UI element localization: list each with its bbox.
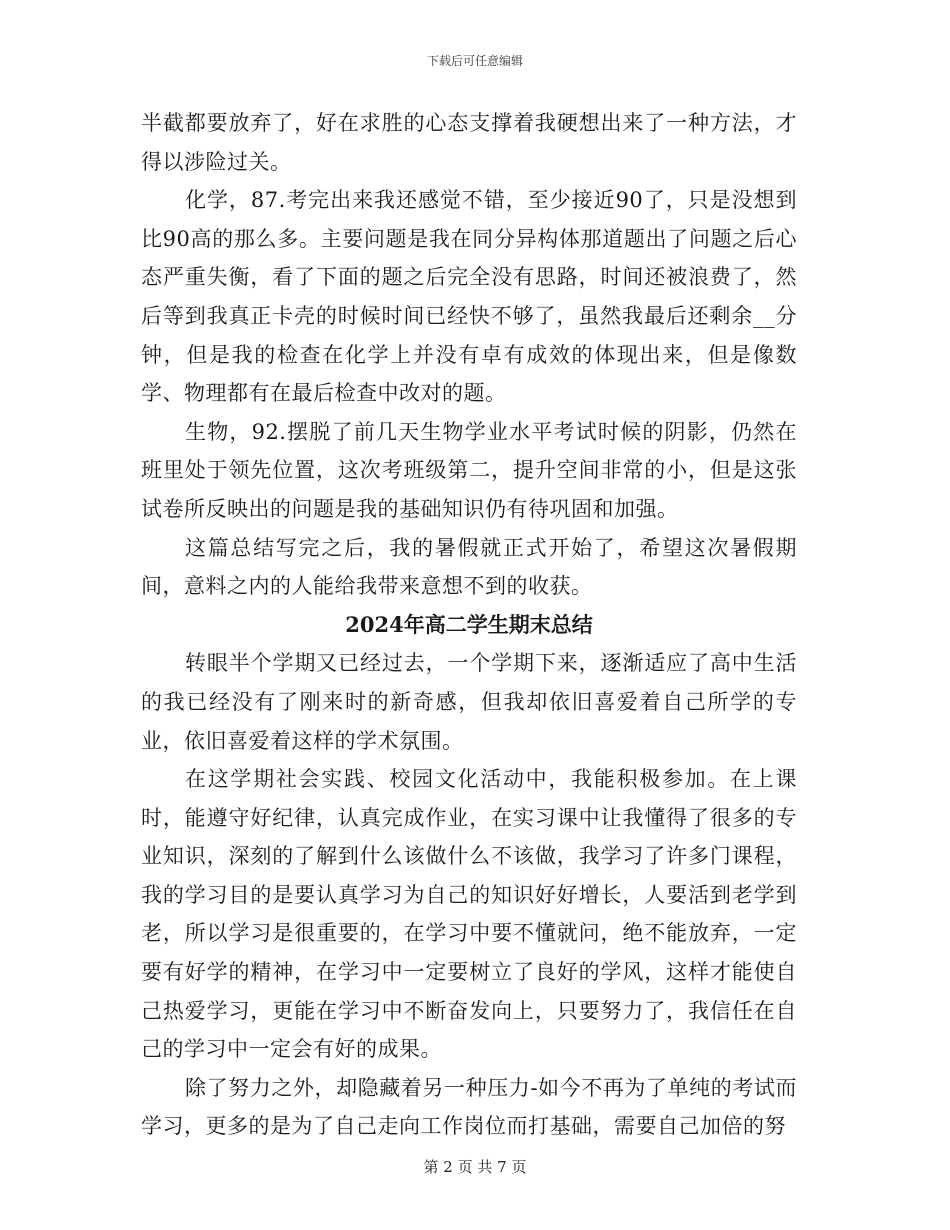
paragraph-chemistry: 化学，87.考完出来我还感觉不错，至少接近90了，只是没想到比90高的那么多。主要问题是我在同分异构体那道题出了问题之后心态严重失衡，看了下面的题之后完全没有思路，时间还被浪费了，然后等到我真正卡壳的时候时间已经快不够了，虽然我最后还剩余__分钟，但是我的检查在化学上并没有卓有成效的体现出来，但是像数学、物理都有在最后检查中改对的题。	[141, 188, 797, 406]
paragraph-activities: 在这学期社会实践、校园文化活动中，我能积极参加。在上课时，能遵守好纪律，认真完成作业，在实习课中让我懂得了很多的专业知识，深刻的了解到什么该做什么不该做，我学习了许多门课程，我的学习目的是要认真学习为自己的知识好好增长，人要活到老学到老，所以学习是很重要的，在学习中要不懂就问，绝不能放弃，一定要有好学的精神，在学习中一定要树立了良好的学风，这样才能使自己热爱学习，更能在学习中不断奋发向上，只要努力了，我信任在自己的学习中一定会有好的成果。	[141, 767, 797, 1062]
page-footer: 第 2 页 共 7 页	[423, 1158, 527, 1176]
paragraph-continuation: 半截都要放弃了，好在求胜的心态支撑着我硬想出来了一种方法，才得以涉险过关。	[141, 111, 797, 174]
paragraph-biology: 生物，92.摆脱了前几天生物学业水平考试时候的阴影，仍然在班里处于领先位置，这次考班级第二，提升空间非常的小，但是这张试卷所反映出的问题是我的基础知识仍有待巩固和加强。	[141, 419, 797, 521]
section-title: 2024年高二学生期末总结	[345, 611, 593, 637]
paragraph-intro: 转眼半个学期又已经过去，一个学期下来，逐渐适应了高中生活的我已经没有了刚来时的新奇感，但我却依旧喜爱着自己所学的专业，依旧喜爱着这样的学术氛围。	[141, 651, 797, 753]
page-header: 下载后可任意编辑	[426, 54, 523, 68]
document-body	[141, 104, 797, 1146]
paragraph-pressure: 除了努力之外，却隐藏着另一种压力-如今不再为了单纯的考试而学习，更多的是为了自己走向工作岗位而打基础，需要自己加倍的努	[141, 1075, 797, 1139]
paragraph-conclusion: 这篇总结写完之后，我的暑假就正式开始了，希望这次暑假期间，意料之内的人能给我带来意想不到的收获。	[141, 535, 797, 599]
